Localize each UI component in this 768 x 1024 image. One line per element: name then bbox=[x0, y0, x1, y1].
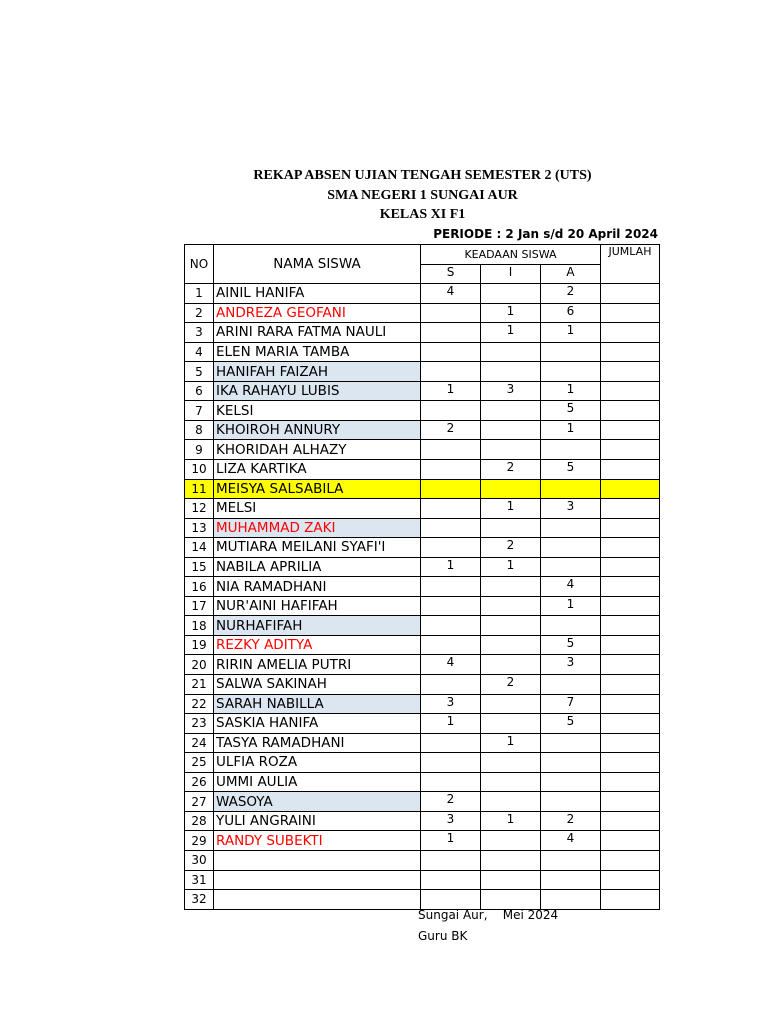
row-number: 5 bbox=[185, 362, 214, 382]
sakit-count bbox=[421, 342, 481, 362]
jumlah-cell bbox=[601, 362, 660, 382]
row-number: 27 bbox=[185, 792, 214, 812]
izin-count bbox=[481, 655, 541, 675]
student-name bbox=[214, 850, 421, 870]
table-row bbox=[185, 362, 660, 382]
row-number: 14 bbox=[185, 538, 214, 558]
izin-count: 2 bbox=[481, 538, 541, 558]
alpa-count bbox=[541, 479, 601, 499]
izin-count: 1 bbox=[481, 733, 541, 753]
sakit-count: 3 bbox=[421, 694, 481, 714]
jumlah-cell bbox=[601, 401, 660, 421]
jumlah-cell bbox=[601, 831, 660, 851]
izin-count bbox=[481, 362, 541, 382]
izin-count bbox=[481, 401, 541, 421]
row-number: 24 bbox=[185, 733, 214, 753]
student-name: YULI ANGRAINI bbox=[214, 811, 421, 831]
row-number: 21 bbox=[185, 675, 214, 695]
student-name: NUR'AINI HAFIFAH bbox=[214, 596, 421, 616]
table-row bbox=[185, 714, 660, 734]
jumlah-cell bbox=[601, 753, 660, 773]
sakit-count bbox=[421, 675, 481, 695]
izin-count bbox=[481, 772, 541, 792]
student-name: IKA RAHAYU LUBIS bbox=[214, 381, 421, 401]
izin-count bbox=[481, 440, 541, 460]
jumlah-cell bbox=[601, 381, 660, 401]
jumlah-cell bbox=[601, 811, 660, 831]
alpa-count bbox=[541, 557, 601, 577]
table-row bbox=[185, 655, 660, 675]
table-row bbox=[185, 342, 660, 362]
izin-count bbox=[481, 479, 541, 499]
row-number: 20 bbox=[185, 655, 214, 675]
jumlah-cell bbox=[601, 675, 660, 695]
row-number: 32 bbox=[185, 890, 214, 910]
izin-count bbox=[481, 518, 541, 538]
izin-count bbox=[481, 792, 541, 812]
student-name: WASOYA bbox=[214, 792, 421, 812]
jumlah-cell bbox=[601, 577, 660, 597]
sakit-count bbox=[421, 616, 481, 636]
sakit-count bbox=[421, 733, 481, 753]
row-number: 9 bbox=[185, 440, 214, 460]
izin-count: 3 bbox=[481, 381, 541, 401]
student-name: MELSI bbox=[214, 499, 421, 519]
alpa-count: 5 bbox=[541, 460, 601, 480]
table-row bbox=[185, 557, 660, 577]
student-name: SALWA SAKINAH bbox=[214, 675, 421, 695]
sakit-count: 1 bbox=[421, 714, 481, 734]
table-row bbox=[185, 772, 660, 792]
table-row bbox=[185, 596, 660, 616]
table-row bbox=[185, 381, 660, 401]
row-number: 8 bbox=[185, 420, 214, 440]
header-keadaan: KEADAAN SISWA bbox=[421, 245, 601, 265]
student-name: RANDY SUBEKTI bbox=[214, 831, 421, 851]
izin-count bbox=[481, 596, 541, 616]
izin-count bbox=[481, 420, 541, 440]
alpa-count: 4 bbox=[541, 831, 601, 851]
sakit-count bbox=[421, 538, 481, 558]
sakit-count bbox=[421, 850, 481, 870]
sakit-count bbox=[421, 577, 481, 597]
student-name: TASYA RAMADHANI bbox=[214, 733, 421, 753]
sakit-count: 1 bbox=[421, 831, 481, 851]
student-name bbox=[214, 870, 421, 890]
alpa-count: 3 bbox=[541, 499, 601, 519]
student-name: NABILA APRILIA bbox=[214, 557, 421, 577]
sakit-count: 2 bbox=[421, 420, 481, 440]
row-number: 31 bbox=[185, 870, 214, 890]
sakit-count: 4 bbox=[421, 655, 481, 675]
student-name: MUHAMMAD ZAKI bbox=[214, 518, 421, 538]
alpa-count: 5 bbox=[541, 635, 601, 655]
jumlah-cell bbox=[601, 440, 660, 460]
alpa-count: 1 bbox=[541, 381, 601, 401]
student-name: MUTIARA MEILANI SYAFI'I bbox=[214, 538, 421, 558]
table-row bbox=[185, 420, 660, 440]
izin-count: 2 bbox=[481, 460, 541, 480]
alpa-count: 1 bbox=[541, 323, 601, 343]
table-row bbox=[185, 733, 660, 753]
alpa-count bbox=[541, 850, 601, 870]
jumlah-cell bbox=[601, 596, 660, 616]
sakit-count bbox=[421, 460, 481, 480]
alpa-count bbox=[541, 753, 601, 773]
alpa-count: 1 bbox=[541, 596, 601, 616]
jumlah-cell bbox=[601, 635, 660, 655]
table-row bbox=[185, 616, 660, 636]
row-number: 16 bbox=[185, 577, 214, 597]
signature-place-date: Sungai Aur, Mei 2024 bbox=[418, 908, 559, 922]
table-row bbox=[185, 479, 660, 499]
sakit-count bbox=[421, 596, 481, 616]
row-number: 10 bbox=[185, 460, 214, 480]
student-name: NURHAFIFAH bbox=[214, 616, 421, 636]
jumlah-cell bbox=[601, 479, 660, 499]
sakit-count bbox=[421, 499, 481, 519]
row-number: 11 bbox=[185, 479, 214, 499]
row-number: 18 bbox=[185, 616, 214, 636]
alpa-count bbox=[541, 675, 601, 695]
header-a: A bbox=[541, 264, 601, 284]
alpa-count: 6 bbox=[541, 303, 601, 323]
sakit-count: 3 bbox=[421, 811, 481, 831]
table-row bbox=[185, 635, 660, 655]
sakit-count bbox=[421, 323, 481, 343]
table-row bbox=[185, 440, 660, 460]
alpa-count: 2 bbox=[541, 284, 601, 304]
izin-count: 1 bbox=[481, 811, 541, 831]
jumlah-cell bbox=[601, 792, 660, 812]
sakit-count bbox=[421, 362, 481, 382]
alpa-count: 4 bbox=[541, 577, 601, 597]
jumlah-cell bbox=[601, 557, 660, 577]
sakit-count bbox=[421, 440, 481, 460]
row-number: 29 bbox=[185, 831, 214, 851]
table-row bbox=[185, 460, 660, 480]
table-row bbox=[185, 303, 660, 323]
table-row bbox=[185, 811, 660, 831]
sakit-count bbox=[421, 479, 481, 499]
sakit-count bbox=[421, 518, 481, 538]
table-row bbox=[185, 753, 660, 773]
izin-count bbox=[481, 577, 541, 597]
table-row bbox=[185, 323, 660, 343]
sakit-count bbox=[421, 870, 481, 890]
alpa-count: 2 bbox=[541, 811, 601, 831]
table-row bbox=[185, 577, 660, 597]
student-name: SASKIA HANIFA bbox=[214, 714, 421, 734]
table-row bbox=[185, 694, 660, 714]
header-jumlah: JUMLAH bbox=[601, 245, 660, 284]
row-number: 3 bbox=[185, 323, 214, 343]
header-s: S bbox=[421, 264, 481, 284]
table-row bbox=[185, 538, 660, 558]
header-no: NO bbox=[185, 245, 214, 284]
header-nama: NAMA SISWA bbox=[214, 245, 421, 284]
jumlah-cell bbox=[601, 616, 660, 636]
jumlah-cell bbox=[601, 460, 660, 480]
jumlah-cell bbox=[601, 655, 660, 675]
row-number: 1 bbox=[185, 284, 214, 304]
jumlah-cell bbox=[601, 714, 660, 734]
row-number: 28 bbox=[185, 811, 214, 831]
student-name: REZKY ADITYA bbox=[214, 635, 421, 655]
signature-role: Guru BK bbox=[418, 929, 468, 943]
izin-count bbox=[481, 284, 541, 304]
row-number: 7 bbox=[185, 401, 214, 421]
alpa-count bbox=[541, 733, 601, 753]
alpa-count bbox=[541, 792, 601, 812]
period-label: PERIODE : 2 Jan s/d 20 April 2024 bbox=[433, 227, 658, 241]
alpa-count: 1 bbox=[541, 420, 601, 440]
jumlah-cell bbox=[601, 303, 660, 323]
sakit-count bbox=[421, 303, 481, 323]
alpa-count bbox=[541, 362, 601, 382]
table-row bbox=[185, 850, 660, 870]
izin-count bbox=[481, 714, 541, 734]
izin-count bbox=[481, 890, 541, 910]
izin-count bbox=[481, 870, 541, 890]
alpa-count: 3 bbox=[541, 655, 601, 675]
sakit-count: 1 bbox=[421, 557, 481, 577]
header-i: I bbox=[481, 264, 541, 284]
table-row bbox=[185, 284, 660, 304]
izin-count bbox=[481, 831, 541, 851]
school-name: SMA NEGERI 1 SUNGAI AUR bbox=[327, 188, 518, 203]
alpa-count: 5 bbox=[541, 714, 601, 734]
student-name bbox=[214, 890, 421, 910]
izin-count bbox=[481, 694, 541, 714]
table-body bbox=[185, 284, 660, 910]
izin-count: 2 bbox=[481, 675, 541, 695]
sakit-count bbox=[421, 401, 481, 421]
alpa-count bbox=[541, 538, 601, 558]
sakit-count: 4 bbox=[421, 284, 481, 304]
table-row bbox=[185, 675, 660, 695]
alpa-count bbox=[541, 440, 601, 460]
student-name: ULFIA ROZA bbox=[214, 753, 421, 773]
table-row bbox=[185, 401, 660, 421]
izin-count bbox=[481, 753, 541, 773]
alpa-count bbox=[541, 890, 601, 910]
row-number: 22 bbox=[185, 694, 214, 714]
student-name: AINIL HANIFA bbox=[214, 284, 421, 304]
jumlah-cell bbox=[601, 518, 660, 538]
table-row bbox=[185, 518, 660, 538]
row-number: 6 bbox=[185, 381, 214, 401]
student-name: ARINI RARA FATMA NAULI bbox=[214, 323, 421, 343]
class-name: KELAS XI F1 bbox=[379, 207, 466, 222]
row-number: 12 bbox=[185, 499, 214, 519]
table-row bbox=[185, 870, 660, 890]
jumlah-cell bbox=[601, 499, 660, 519]
attendance-table bbox=[184, 244, 660, 910]
izin-count bbox=[481, 635, 541, 655]
sakit-count bbox=[421, 635, 481, 655]
student-name: LIZA KARTIKA bbox=[214, 460, 421, 480]
alpa-count: 7 bbox=[541, 694, 601, 714]
table-row bbox=[185, 499, 660, 519]
table-row bbox=[185, 792, 660, 812]
student-name: NIA RAMADHANI bbox=[214, 577, 421, 597]
student-name: UMMI AULIA bbox=[214, 772, 421, 792]
student-name: ANDREZA GEOFANI bbox=[214, 303, 421, 323]
row-number: 26 bbox=[185, 772, 214, 792]
student-name: ELEN MARIA TAMBA bbox=[214, 342, 421, 362]
jumlah-cell bbox=[601, 733, 660, 753]
jumlah-cell bbox=[601, 284, 660, 304]
jumlah-cell bbox=[601, 342, 660, 362]
student-name: HANIFAH FAIZAH bbox=[214, 362, 421, 382]
alpa-count bbox=[541, 616, 601, 636]
row-number: 17 bbox=[185, 596, 214, 616]
row-number: 19 bbox=[185, 635, 214, 655]
alpa-count: 5 bbox=[541, 401, 601, 421]
sakit-count: 1 bbox=[421, 381, 481, 401]
student-name: MEISYA SALSABILA bbox=[214, 479, 421, 499]
student-name: KHORIDAH ALHAZY bbox=[214, 440, 421, 460]
sakit-count bbox=[421, 772, 481, 792]
student-name: KELSI bbox=[214, 401, 421, 421]
row-number: 23 bbox=[185, 714, 214, 734]
jumlah-cell bbox=[601, 694, 660, 714]
alpa-count bbox=[541, 342, 601, 362]
jumlah-cell bbox=[601, 870, 660, 890]
document-title: REKAP ABSEN UJIAN TENGAH SEMESTER 2 (UTS) bbox=[253, 168, 592, 183]
jumlah-cell bbox=[601, 890, 660, 910]
izin-count bbox=[481, 850, 541, 870]
row-number: 2 bbox=[185, 303, 214, 323]
izin-count: 1 bbox=[481, 499, 541, 519]
izin-count: 1 bbox=[481, 323, 541, 343]
row-number: 4 bbox=[185, 342, 214, 362]
izin-count: 1 bbox=[481, 557, 541, 577]
student-name: SARAH NABILLA bbox=[214, 694, 421, 714]
student-name: RIRIN AMELIA PUTRI bbox=[214, 655, 421, 675]
table-row bbox=[185, 831, 660, 851]
row-number: 25 bbox=[185, 753, 214, 773]
student-name: KHOIROH ANNURY bbox=[214, 420, 421, 440]
izin-count bbox=[481, 616, 541, 636]
jumlah-cell bbox=[601, 772, 660, 792]
alpa-count bbox=[541, 518, 601, 538]
sakit-count: 2 bbox=[421, 792, 481, 812]
alpa-count bbox=[541, 772, 601, 792]
table-row bbox=[185, 890, 660, 910]
alpa-count bbox=[541, 870, 601, 890]
row-number: 30 bbox=[185, 850, 214, 870]
sakit-count bbox=[421, 753, 481, 773]
izin-count: 1 bbox=[481, 303, 541, 323]
row-number: 15 bbox=[185, 557, 214, 577]
jumlah-cell bbox=[601, 538, 660, 558]
jumlah-cell bbox=[601, 323, 660, 343]
sakit-count bbox=[421, 890, 481, 910]
jumlah-cell bbox=[601, 850, 660, 870]
jumlah-cell bbox=[601, 420, 660, 440]
row-number: 13 bbox=[185, 518, 214, 538]
izin-count bbox=[481, 342, 541, 362]
